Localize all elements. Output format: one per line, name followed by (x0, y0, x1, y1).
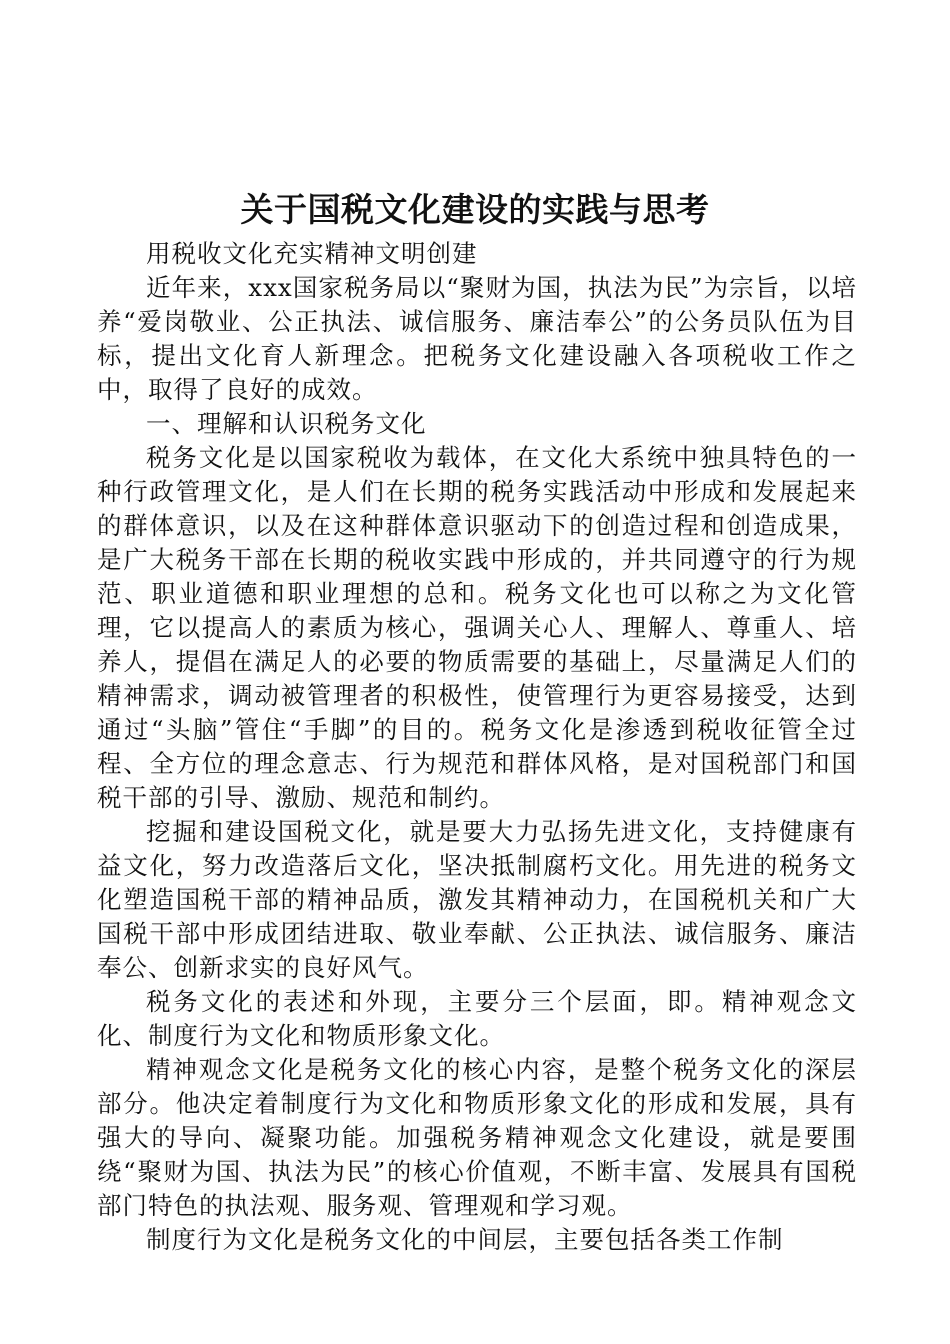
body-paragraph: 制度行为文化是税务文化的中间层，主要包括各类工作制 (146, 1225, 784, 1254)
body-paragraph: 挖掘和建设国税文化，就是要大力弘扬先进文化，支持健康有益文化，努力改造落后文化，坚决抵制腐朽文化。用先进的税务文化塑造国税干部的精神品质，激发其精神动力，在国税机关和广大国税干部中形成团结进取、敬业奉献、公正执法、诚信服务、廉洁奉公、创新求实的良好风气。 (97, 817, 857, 982)
body-paragraph: 税务文化是以国家税收为载体，在文化大系统中独具特色的一种行政管理文化，是人们在长期的税务实践活动中形成和发展起来的群体意识，以及在这种群体意识驱动下的创造过程和创造成果，是广大税务干部在长期的税收实践中形成的，并共同遵守的行为规范、职业道德和职业理想的总和。税务文化也可以称之为文化管理，它以提高人的素质为核心，强调关心人、理解人、尊重人、培养人，提倡在满足人的必要的物质需要的基础上，尽量满足人们的精神需求，调动被管理者的积极性，使管理行为更容易接受，达到通过“头脑”管住“手脚”的目的。税务文化是渗透到税收征管全过程、全方位的理念意志、行为规范和群体风格，是对国税部门和国税干部的引导、激励、规范和制约。 (97, 443, 857, 812)
subtitle-paragraph: 用税收文化充实精神文明创建 (146, 239, 478, 268)
intro-paragraph: 近年来，xxx国家税务局以“聚财为国，执法为民”为宗旨，以培养“爱岗敬业、公正执法、诚信服务、廉洁奉公”的公务员队伍为目标，提出文化育人新理念。把税务文化建设融入各项税收工作之中，取得了良好的成效。 (97, 273, 857, 404)
body-paragraph: 精神观念文化是税务文化的核心内容，是整个税务文化的深层部分。他决定着制度行为文化和物质形象文化的形成和发展，具有强大的导向、凝聚功能。加强税务精神观念文化建设，就是要围绕“聚财为国、执法为民”的核心价值观，不断丰富、发展具有国税部门特色的执法观、服务观、管理观和学习观。 (97, 1055, 857, 1220)
body-paragraph: 税务文化的表述和外现，主要分三个层面，即。精神观念文化、制度行为文化和物质形象文化。 (97, 987, 857, 1050)
section-heading: 一、理解和认识税务文化 (146, 409, 427, 438)
document-body (97, 237, 857, 1257)
document-title: 关于国税文化建设的实践与思考 (240, 190, 710, 229)
